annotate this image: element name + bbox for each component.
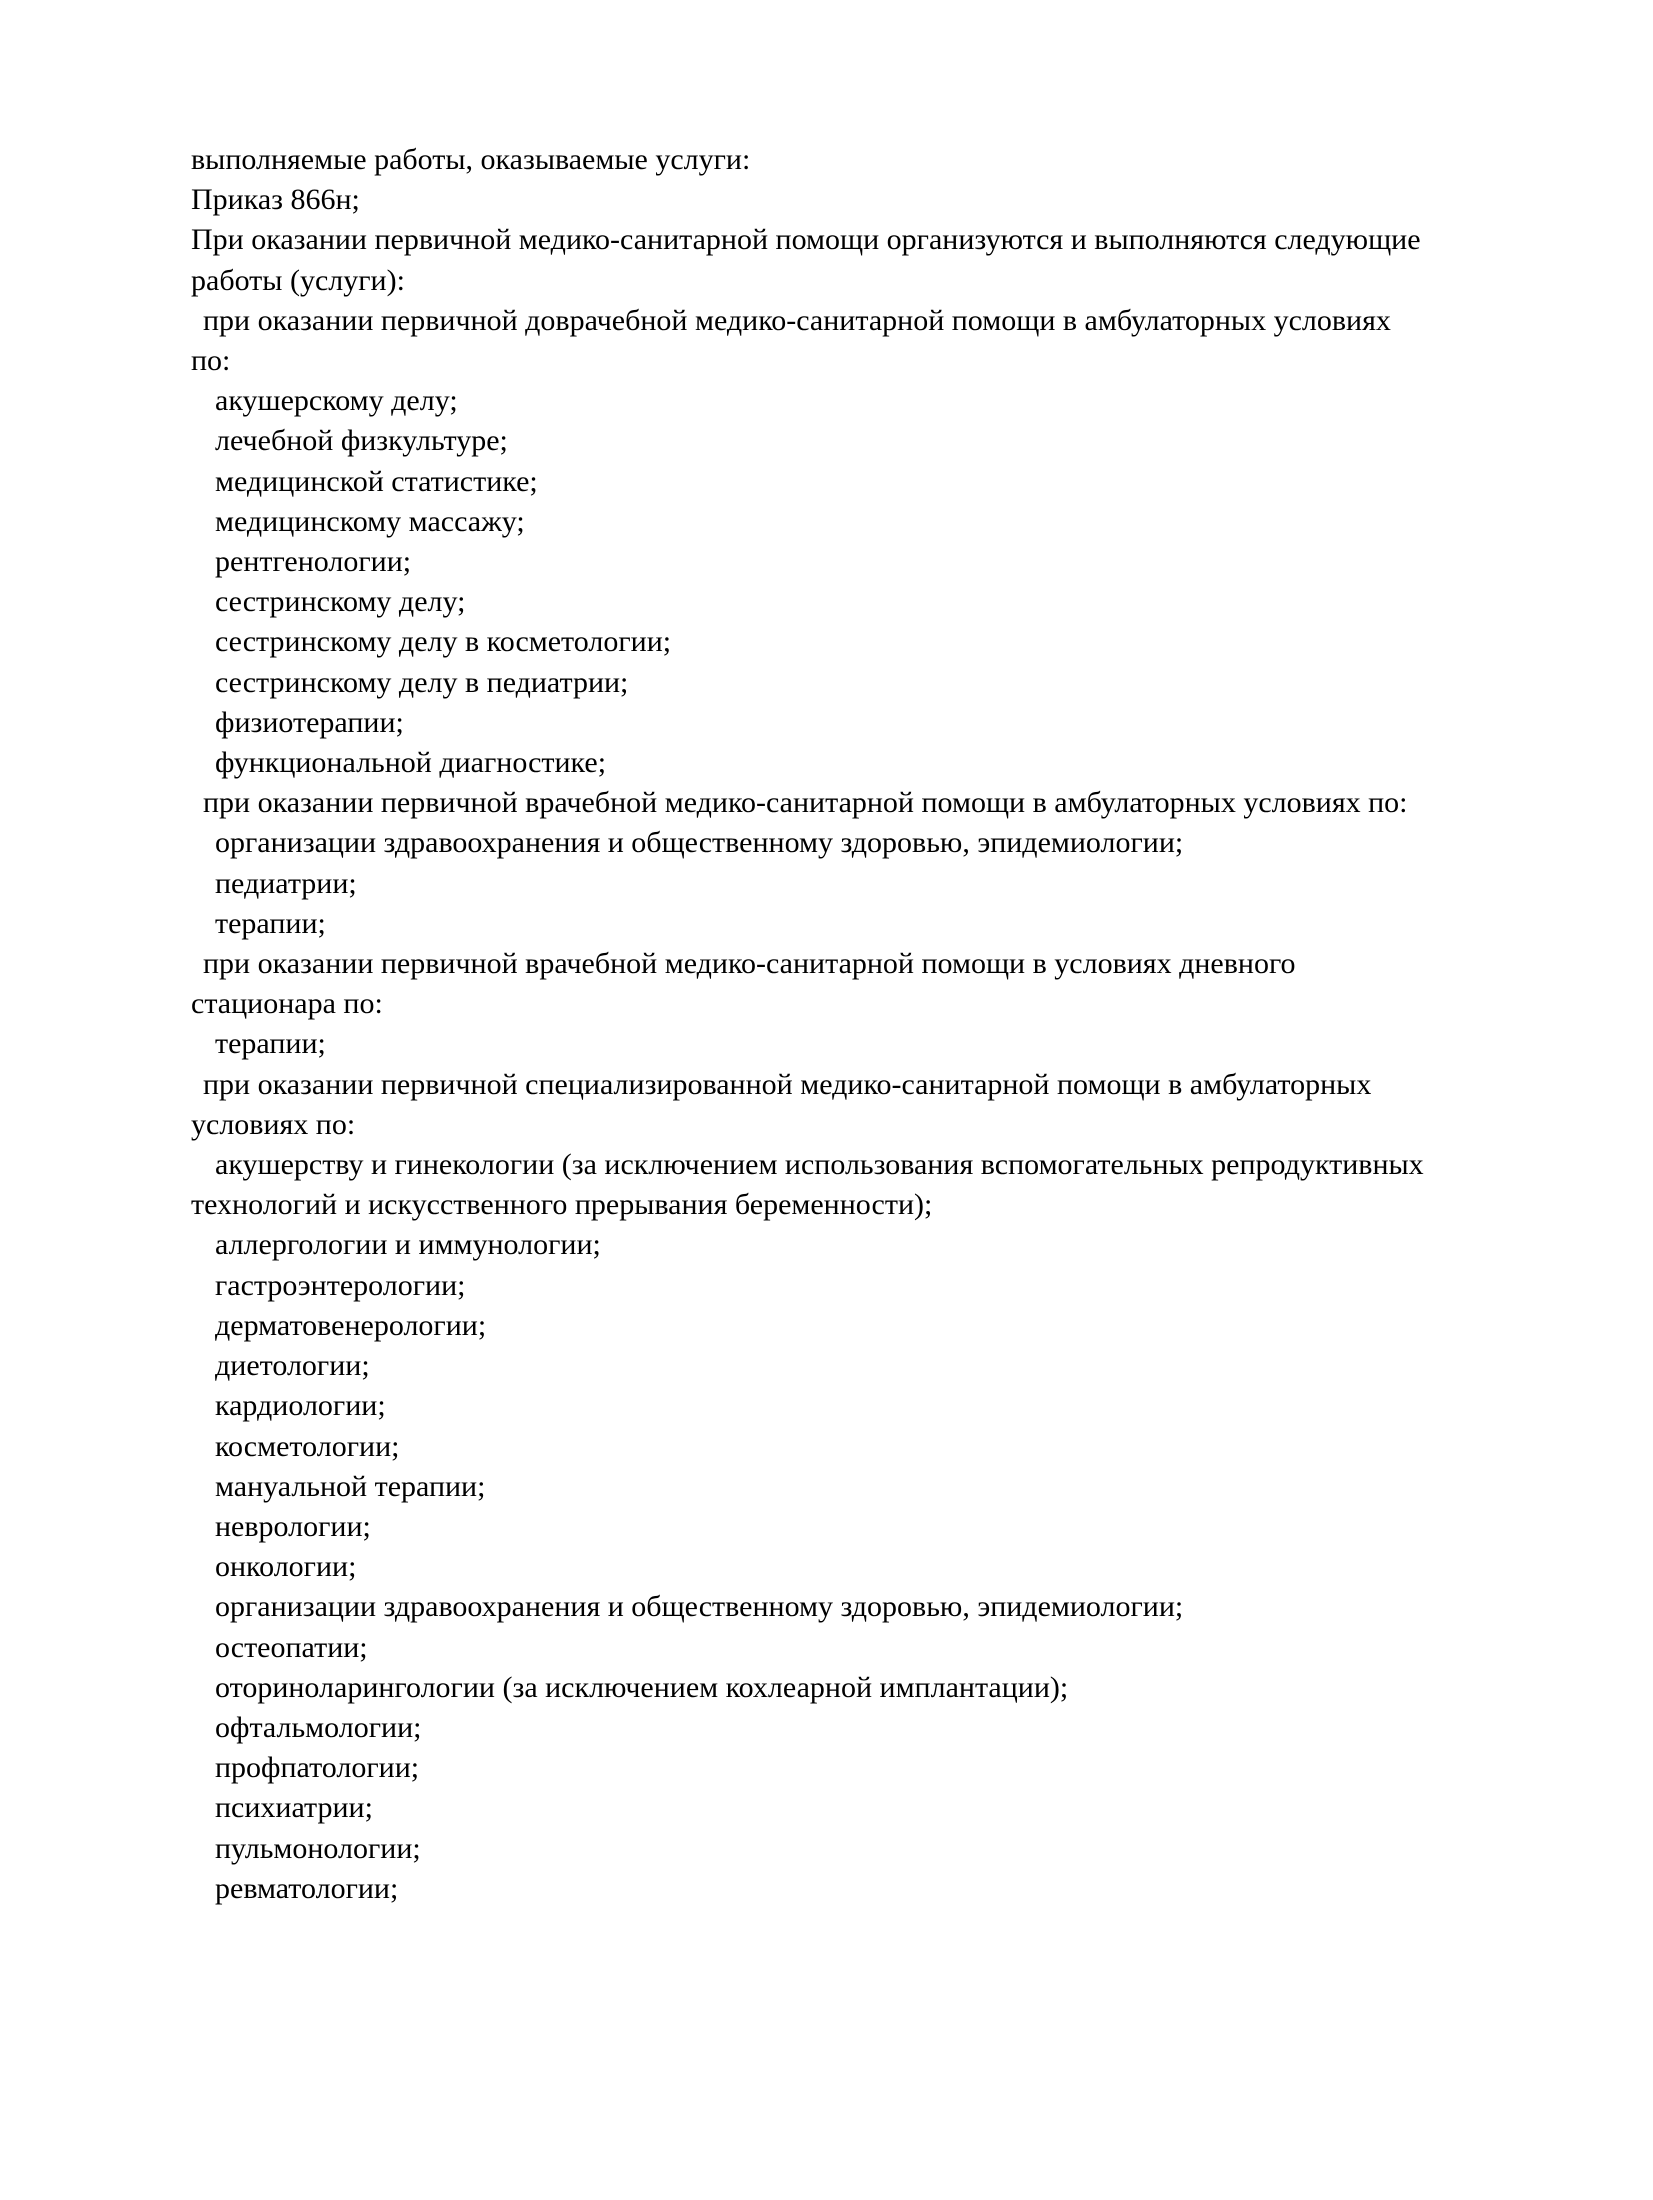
text-line: организации здравоохранения и общественному здоровью, эпидемиологии; [215,1590,1184,1624]
text-line: сестринскому делу в педиатрии; [215,665,629,699]
text-line: оториноларингологии (за исключением кохлеарной имплантации); [215,1670,1069,1704]
text-line: педиатрии; [215,866,357,900]
text-line: функциональной диагностике; [215,746,607,780]
text-line: неврологии; [215,1509,371,1543]
text-line: офтальмологии; [215,1710,422,1744]
text-line: профпатологии; [215,1751,420,1785]
text-line: пульмонологии; [215,1831,421,1865]
text-line: при оказании первичной доврачебной медико-санитарной помощи в амбулаторных условиях [203,303,1391,337]
text-line: мануальной терапии; [215,1469,486,1503]
text-line: физиотерапии; [215,705,404,739]
text-line: При оказании первичной медико-санитарной помощи организуются и выполняются следующие [191,223,1421,257]
text-line: психиатрии; [215,1791,373,1825]
text-line: кардиологии; [215,1389,386,1423]
text-line: терапии; [215,906,326,940]
text-line: диетологии; [215,1349,370,1383]
text-line: лечебной физкультуре; [215,424,508,458]
text-line: рентгенологии; [215,545,412,579]
text-line: выполняемые работы, оказываемые услуги: [191,143,751,176]
text-line: медицинскому массажу; [215,504,525,538]
text-line: остеопатии; [215,1630,368,1664]
text-line: при оказании первичной специализированной медико-санитарной помощи в амбулаторных [203,1067,1372,1101]
text-line: онкологии; [215,1550,357,1584]
text-line: работы (услуги): [191,263,405,297]
text-line: акушерскому делу; [215,384,458,418]
text-line: сестринскому делу; [215,585,466,619]
text-line: условиях по: [191,1107,356,1141]
text-line: технологий и искусственного прерывания беременности); [191,1188,933,1222]
text-line: терапии; [215,1027,326,1061]
text-line: гастроэнтерологии; [215,1268,466,1302]
text-line: по: [191,344,231,378]
text-line: при оказании первичной врачебной медико-санитарной помощи в условиях дневного [203,947,1296,981]
text-line: медицинской статистике; [215,464,538,498]
text-line: аллергологии и иммунологии; [215,1228,601,1262]
text-line: Приказ 866н; [191,183,360,217]
text-line: акушерству и гинекологии (за исключением использования вспомогательных репродуктивных [215,1148,1424,1182]
license-works-services-text [191,140,1551,1909]
text-line: косметологии; [215,1429,400,1463]
text-line: сестринскому делу в косметологии; [215,625,672,659]
text-line: дерматовенерологии; [215,1308,487,1342]
text-line: при оказании первичной врачебной медико-санитарной помощи в амбулаторных условиях по: [203,786,1408,820]
text-line: ревматологии; [215,1871,399,1905]
text-line: организации здравоохранения и общественному здоровью, эпидемиологии; [215,826,1184,860]
text-line: стационара по: [191,987,383,1021]
